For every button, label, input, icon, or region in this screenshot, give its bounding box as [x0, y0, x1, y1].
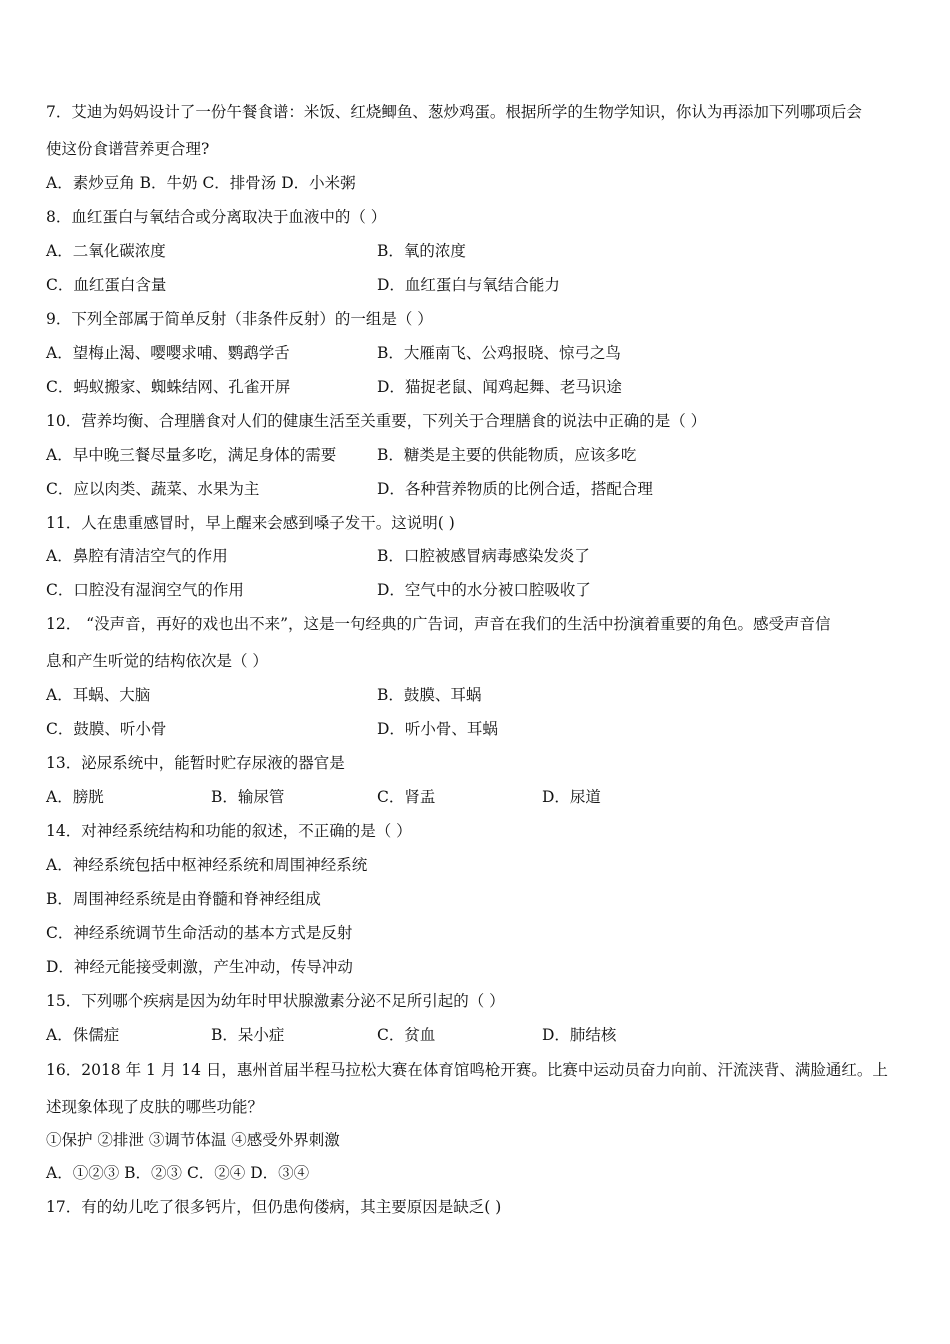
q12-option-d: D．听小骨、耳蜗 — [377, 720, 498, 738]
q15-option-d: D．肺结核 — [542, 1026, 617, 1044]
q9-option-b: B．大雁南飞、公鸡报晓、惊弓之鸟 — [377, 344, 621, 362]
q11-option-a: A．鼻腔有清洁空气的作用 — [46, 547, 228, 565]
q16-stem-line3: ①保护 ②排泄 ③调节体温 ④感受外界刺激 — [46, 1131, 340, 1149]
q13-option-a: A．膀胱 — [46, 788, 104, 806]
q7-options: A．素炒豆角 B．牛奶 C．排骨汤 D．小米粥 — [46, 174, 356, 192]
q13-stem: 13．泌尿系统中，能暂时贮存尿液的器官是 — [46, 754, 345, 772]
q14-option-a: A．神经系统包括中枢神经系统和周围神经系统 — [46, 856, 368, 874]
q9-option-a: A．望梅止渴、嘤嘤求哺、鹦鹉学舌 — [46, 344, 290, 362]
q12-stem-line2: 息和产生听觉的结构依次是（ ） — [46, 652, 268, 670]
q11-option-b: B．口腔被感冒病毒感染发炎了 — [377, 547, 590, 565]
q7-stem-line1: 7．艾迪为妈妈设计了一份午餐食谱：米饭、红烧鲫鱼、葱炒鸡蛋。根据所学的生物学知识，你认为再添加下列哪项后会 — [46, 103, 862, 121]
q11-option-c: C．口腔没有湿润空气的作用 — [46, 581, 244, 599]
q15-stem: 15．下列哪个疾病是因为幼年时甲状腺激素分泌不足所引起的（ ） — [46, 992, 505, 1010]
q15-option-b: B．呆小症 — [211, 1026, 285, 1044]
q13-option-b: B．输尿管 — [211, 788, 285, 806]
q8-option-d: D．血红蛋白与氧结合能力 — [377, 276, 560, 294]
q14-option-b: B．周围神经系统是由脊髓和脊神经组成 — [46, 890, 321, 908]
q8-stem: 8．血红蛋白与氧结合或分离取决于血液中的（ ） — [46, 208, 387, 226]
q10-option-b: B．糖类是主要的供能物质，应该多吃 — [377, 446, 637, 464]
q12-option-c: C．鼓膜、听小骨 — [46, 720, 167, 738]
q7-stem-line2: 使这份食谱营养更合理? — [46, 140, 210, 158]
q15-option-a: A．侏儒症 — [46, 1026, 120, 1044]
q8-option-c: C．血红蛋白含量 — [46, 276, 167, 294]
q12-option-b: B．鼓膜、耳蜗 — [377, 686, 482, 704]
q17-stem: 17．有的幼儿吃了很多钙片，但仍患佝偻病，其主要原因是缺乏( ) — [46, 1198, 502, 1216]
q12-option-a: A．耳蜗、大脑 — [46, 686, 151, 704]
q14-option-c: C．神经系统调节生命活动的基本方式是反射 — [46, 924, 353, 942]
q10-option-a: A．早中晚三餐尽量多吃，满足身体的需要 — [46, 446, 337, 464]
q14-stem: 14．对神经系统结构和功能的叙述，不正确的是（ ） — [46, 822, 412, 840]
q9-option-c: C．蚂蚁搬家、蜘蛛结网、孔雀开屏 — [46, 378, 291, 396]
q14-option-d: D．神经元能接受刺激，产生冲动，传导冲动 — [46, 958, 353, 976]
q9-option-d: D．猫捉老鼠、闻鸡起舞、老马识途 — [377, 378, 622, 396]
q8-option-b: B．氧的浓度 — [377, 242, 466, 260]
q13-option-c: C．肾盂 — [377, 788, 436, 806]
q16-options: A．①②③ B．②③ C．②④ D．③④ — [46, 1164, 310, 1182]
q9-stem: 9．下列全部属于简单反射（非条件反射）的一组是（ ） — [46, 310, 433, 328]
q16-stem-line1: 16．2018 年 1 月 14 日，惠州首届半程马拉松大赛在体育馆鸣枪开赛。比赛中运动员奋力向前、汗流浃背、满脸通红。上 — [46, 1061, 888, 1079]
q10-stem: 10．营养均衡、合理膳食对人们的健康生活至关重要，下列关于合理膳食的说法中正确的是（ ） — [46, 412, 707, 430]
q16-stem-line2: 述现象体现了皮肤的哪些功能？ — [46, 1098, 264, 1116]
q13-option-d: D．尿道 — [542, 788, 601, 806]
q8-option-a: A．二氧化碳浓度 — [46, 242, 166, 260]
q10-option-d: D．各种营养物质的比例合适，搭配合理 — [377, 480, 653, 498]
q12-stem-line1: 12． “没声音，再好的戏也出不来”，这是一句经典的广告词，声音在我们的生活中扮演着重要的角色。感受声音信 — [46, 615, 831, 633]
q11-stem: 11．人在患重感冒时，早上醒来会感到嗓子发干。这说明( ) — [46, 514, 455, 532]
q10-option-c: C．应以肉类、蔬菜、水果为主 — [46, 480, 260, 498]
q15-option-c: C．贫血 — [377, 1026, 436, 1044]
q11-option-d: D．空气中的水分被口腔吸收了 — [377, 581, 591, 599]
